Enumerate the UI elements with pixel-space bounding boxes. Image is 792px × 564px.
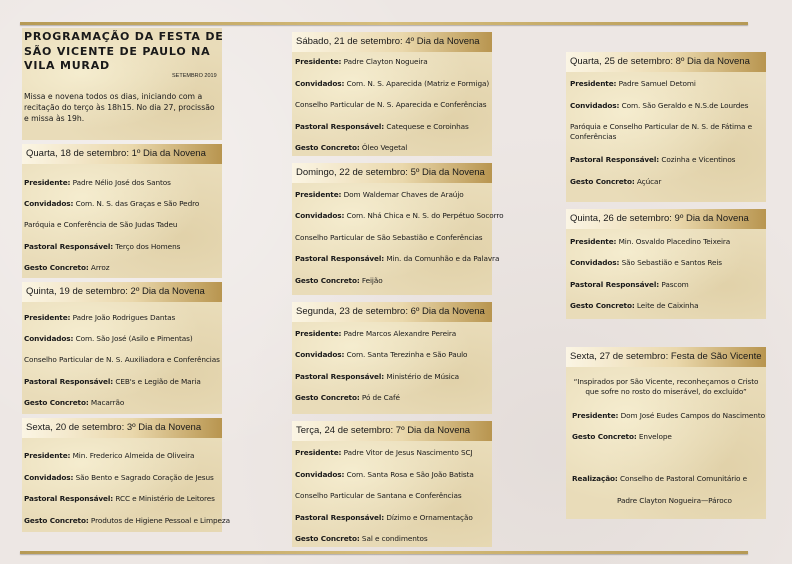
day-panel-1 — [22, 144, 222, 278]
day-header-4: Sábado, 21 de setembro: 4º Dia da Novena — [292, 32, 492, 52]
gesto-line: Gesto Concreto: Arroz — [24, 263, 110, 272]
presidente-line: Presidente: Padre Samuel Detomi — [570, 79, 696, 88]
day-header-5: Domingo, 22 de setembro: 5º Dia da Novena — [292, 163, 492, 183]
day-header-1: Quarta, 18 de setembro: 1º Dia da Novena — [22, 144, 222, 164]
pastoral-line: Pastoral Responsável: Terço dos Homens — [24, 242, 181, 251]
gesto-line: Gesto Concreto: Sal e condimentos — [295, 534, 428, 543]
gesto-line: Gesto Concreto: Macarrão — [24, 398, 125, 407]
extra-line: Conselho Particular de São Sebastião e Conferências — [295, 233, 483, 242]
presidente-line: Presidente: Padre Vitor de Jesus Nascimento SCJ — [295, 448, 473, 457]
extra-line: Paróquia e Conferência de São Judas Tadeu — [24, 220, 178, 229]
day-header-6: Segunda, 23 de setembro: 6º Dia da Novena — [292, 302, 492, 322]
day-header-8: Quarta, 25 de setembro: 8º Dia da Novena — [566, 52, 766, 72]
pastoral-line: Pastoral Responsável: Min. da Comunhão e da Palavra — [295, 254, 500, 263]
gesto-line: Gesto Concreto: Feijão — [295, 276, 383, 285]
intro-text: Missa e novena todos os dias, iniciando com a recitação do terço às 18h15. No dia 27, procissão e missa às 19h. — [24, 92, 215, 123]
pastoral-line: Pastoral Responsável: Ministério de Música — [295, 372, 459, 381]
realizacao-line-2: Padre Clayton Nogueira—Pároco — [617, 496, 732, 505]
convidados-line: Convidados: São Sebastião e Santos Reis — [570, 258, 723, 267]
realizacao-line: Realização: Conselho de Pastoral Comunitário e — [572, 474, 748, 483]
pastoral-line: Pastoral Responsável: Dízimo e Ornamentação — [295, 513, 473, 522]
gesto-line: Gesto Concreto: Envelope — [572, 432, 672, 441]
convidados-line: Convidados: Com. São José (Asilo e Pimentas) — [24, 334, 193, 343]
pastoral-line: Pastoral Responsável: RCC e Ministério de Leitores — [24, 494, 215, 503]
convidados-line: Convidados: São Bento e Sagrado Coração de Jesus — [24, 473, 214, 482]
top-rule — [20, 22, 748, 25]
convidados-line: Convidados: Com. Santa Terezinha e São Paulo — [295, 350, 468, 359]
gesto-line: Gesto Concreto: Produtos de Higiene Pessoal e Limpeza — [24, 516, 230, 525]
title-date: SETEMBRO 2019 — [172, 73, 217, 79]
extra-line: Conselho Particular de N. S. Auxiliadora e Conferências — [24, 355, 220, 364]
day-header-7: Terça, 24 de setembro: 7º Dia da Novena — [292, 421, 492, 441]
pastoral-line: Pastoral Responsável: Cozinha e Vicentinos — [570, 155, 736, 164]
presidente-line: Presidente: Dom José Eudes Campos do Nascimento — [572, 411, 765, 420]
presidente-line: Presidente: Dom Waldemar Chaves de Araújo — [295, 190, 464, 199]
presidente-line: Presidente: Min. Frederico Almeida de Oliveira — [24, 451, 195, 460]
convidados-line: Convidados: Com. São Geraldo e N.S.de Lourdes — [570, 101, 749, 110]
extra-line: Conselho Particular de Santana e Conferências — [295, 491, 462, 500]
presidente-line: Presidente: Min. Osvaldo Placedino Teixeira — [570, 237, 731, 246]
presidente-line: Presidente: Padre João Rodrigues Dantas — [24, 313, 176, 322]
presidente-line: Presidente: Padre Nélio José dos Santos — [24, 178, 171, 187]
gesto-line: Gesto Concreto: Pó de Café — [295, 393, 400, 402]
pastoral-line: Pastoral Responsável: Catequese e Coroinhas — [295, 122, 469, 131]
day-header-3: Sexta, 20 de setembro: 3º Dia da Novena — [22, 418, 222, 438]
bottom-rule — [20, 551, 748, 554]
convidados-line: Convidados: Com. N. S. das Graças e São Pedro — [24, 199, 200, 208]
day-header-2: Quinta, 19 de setembro: 2º Dia da Novena — [22, 282, 222, 302]
pastoral-line: Pastoral Responsável: Pascom — [570, 280, 689, 289]
convidados-line: Convidados: Com. Santa Rosa e São João Batista — [295, 470, 474, 479]
presidente-line: Presidente: Padre Clayton Nogueira — [295, 57, 428, 66]
gesto-line: Gesto Concreto: Açúcar — [570, 177, 662, 186]
extra-line: Conselho Particular de N. S. Aparecida e Conferências — [295, 100, 487, 109]
festa-quote: “Inspirados por São Vicente, reconheçamos o Cristo que sofre no rosto do miserável, do excluído” — [573, 377, 759, 396]
festa-header: Sexta, 27 de setembro: Festa de São Vicente — [566, 347, 766, 367]
day-header-9: Quinta, 26 de setembro: 9º Dia da Novena — [566, 209, 766, 229]
gesto-line: Gesto Concreto: Óleo Vegetal — [295, 143, 408, 152]
presidente-line: Presidente: Padre Marcos Alexandre Pereira — [295, 329, 457, 338]
convidados-line: Convidados: Com. N. S. Aparecida (Matriz e Formiga) — [295, 79, 490, 88]
page-title: PROGRAMAÇÃO DA FESTA DE SÃO VICENTE DE PAULO NA VILA MURAD — [24, 30, 224, 72]
convidados-line: Convidados: Com. Nhá Chica e N. S. do Perpétuo Socorro — [295, 211, 504, 220]
extra-line: Paróquia e Conselho Particular de N. S. de Fátima e Conferências — [570, 122, 752, 141]
pastoral-line: Pastoral Responsável: CEB's e Legião de Maria — [24, 377, 201, 386]
gesto-line: Gesto Concreto: Leite de Caixinha — [570, 301, 699, 310]
